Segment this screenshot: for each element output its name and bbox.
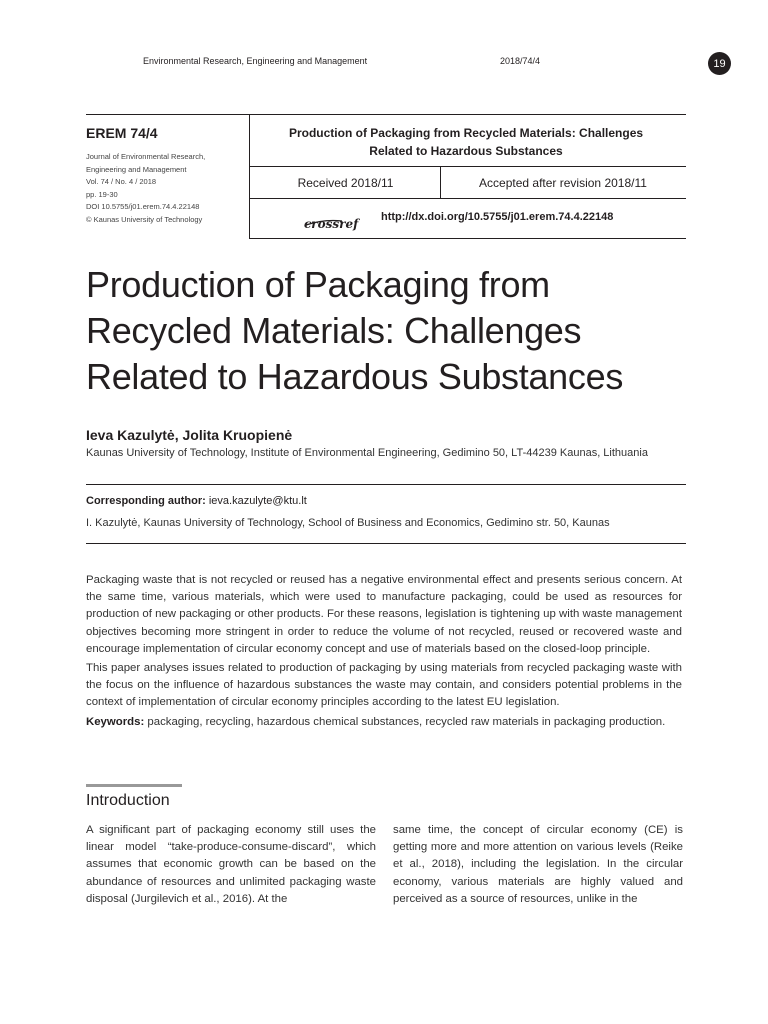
corresponding-label: Corresponding author: — [86, 495, 206, 507]
corresponding-top-rule — [86, 484, 686, 485]
received-date: Received 2018/11 — [297, 176, 394, 190]
crossref-logo-icon — [304, 205, 376, 231]
keywords-label: Keywords: — [86, 715, 145, 728]
keywords-text: packaging, recycling, hazardous chemical substances, recycled raw materials in packaging production. — [144, 715, 666, 728]
abstract — [86, 572, 682, 733]
info-box-dates-rule — [249, 198, 686, 199]
crossref-logo-text: crossref — [304, 217, 359, 231]
journal-issue-label: EREM 74/4 — [86, 125, 158, 141]
article-title-line: Production of Packaging from — [86, 264, 550, 305]
journal-meta-line: Journal of Environmental Research, — [86, 152, 206, 161]
abstract-paragraph: Packaging waste that is not recycled or reused has a negative environmental effect and presents serious concern. At the same time, various materials, which were used to manufacture packaging, could be used as resources for production of new packaging or other products. For these reasons, legislation is tightening up with waste management objectives becoming more stringent in order to reduce the volume of not recycled, reused or recovered waste and encourage implementation of circular economy concept and use of materials based on the closed-loop principle. — [86, 574, 682, 655]
corresponding-email[interactable]: ieva.kazulyte@ktu.lt — [205, 495, 307, 507]
journal-meta-line: Engineering and Management — [86, 164, 187, 174]
intro-column-right: same time, the concept of circular economy (CE) is getting more and more attention on various levels (Reike et al., 2018), including the legislation. In the circular economy, various materials are highly valued and perceived as a source of resources, unlike in the — [393, 824, 683, 905]
info-box-title-line: Production of Packaging from Recycled Materials: Challenges — [288, 126, 644, 140]
section-heading-introduction: Introduction — [86, 792, 170, 809]
journal-meta-line: pp. 19-30 — [86, 189, 118, 199]
info-box-title — [252, 124, 680, 160]
info-box-divider — [249, 114, 250, 239]
authors: Ieva Kazulytė, Jolita Kruopienė — [86, 427, 293, 443]
intro-column-left: A significant part of packaging economy still uses the linear model “take-produce-consume-discard”, which assumes that economic growth can be based on the abundance of resources and unlimited packaging waste disposal (Jurgilevich et al., 2016). At the — [86, 824, 376, 905]
info-box-bottom-rule — [249, 238, 686, 239]
info-box-top-rule — [86, 114, 686, 115]
running-header-issue: 2018/74/4 — [500, 56, 541, 66]
running-header-journal: Environmental Research, Engineering and Management — [143, 56, 368, 66]
info-box-title-rule — [249, 166, 686, 167]
info-box-title-line: Related to Hazardous Substances — [369, 144, 563, 158]
accepted-date: Accepted after revision 2018/11 — [479, 176, 647, 190]
article-title — [86, 262, 706, 400]
section-rule — [86, 784, 182, 787]
page-number-badge: 19 — [708, 52, 731, 75]
affiliation: Kaunas University of Technology, Institute of Environmental Engineering, Gedimino 50, LT-44239 Kaunas, Lithuania — [86, 447, 648, 459]
keywords — [86, 714, 682, 731]
doi-link[interactable]: http://dx.doi.org/10.5755/j01.erem.74.4.22148 — [381, 211, 614, 223]
journal-meta-line: © Kaunas University of Technology — [86, 214, 203, 224]
abstract-paragraph: This paper analyses issues related to production of packaging by using materials from recycled packaging waste with the focus on the influence of hazardous substances the waste may contain, and considers potential problems in the context of implementation of circular economy principles according to the latest EU legislation. — [86, 662, 682, 709]
corresponding-address: I. Kazulytė, Kaunas University of Technology, School of Business and Economics, Gedimino str. 50, Kaunas — [86, 517, 610, 529]
crossref-logo — [304, 205, 376, 236]
journal-meta — [86, 151, 246, 227]
corresponding-bottom-rule — [86, 543, 686, 544]
journal-meta-line: Vol. 74 / No. 4 / 2018 — [86, 177, 157, 187]
journal-meta-line: DOI 10.5755/j01.erem.74.4.22148 — [86, 202, 200, 212]
corresponding-author — [86, 495, 307, 507]
article-title-line: Recycled Materials: Challenges — [86, 310, 582, 351]
article-title-line: Related to Hazardous Substances — [86, 356, 624, 397]
